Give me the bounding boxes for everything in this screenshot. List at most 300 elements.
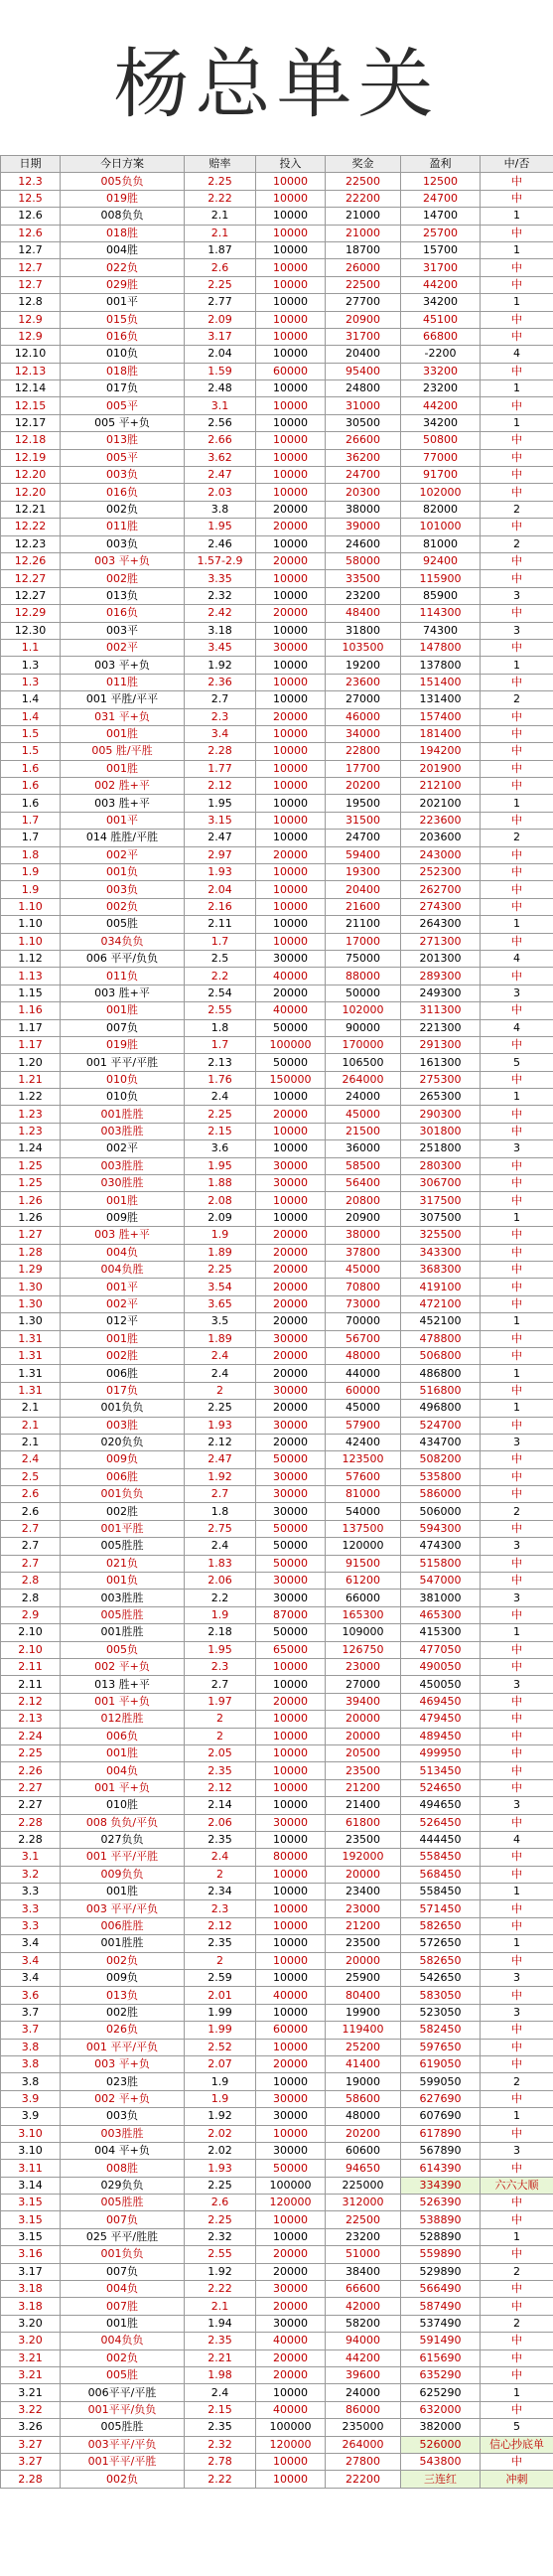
cell-prize: 25900 xyxy=(326,1970,401,1987)
cell-plan: 009负 xyxy=(61,1451,185,1468)
cell-profit: 212100 xyxy=(401,778,481,795)
cell-odds: 1.88 xyxy=(185,1175,256,1192)
cell-result: 中 xyxy=(481,1849,553,1866)
cell-profit: 271300 xyxy=(401,933,481,950)
table-row xyxy=(1,1917,553,1934)
cell-odds: 1.7 xyxy=(185,1036,256,1053)
cell-result: 中 xyxy=(481,2022,553,2039)
cell-prize: 20000 xyxy=(326,1728,401,1744)
cell-stake: 50000 xyxy=(256,1451,326,1468)
cell-plan: 018胜 xyxy=(61,225,185,241)
table-row xyxy=(1,1089,553,1106)
cell-stake: 20000 xyxy=(256,2367,326,2384)
cell-profit: 614390 xyxy=(401,2160,481,2177)
cell-profit: 515800 xyxy=(401,1555,481,1572)
cell-profit: 317500 xyxy=(401,1192,481,1209)
cell-stake: 20000 xyxy=(256,2298,326,2315)
cell-prize: 42000 xyxy=(326,2298,401,2315)
cell-profit: 243000 xyxy=(401,846,481,863)
cell-stake: 10000 xyxy=(256,1779,326,1796)
cell-plan: 006胜胜 xyxy=(61,1917,185,1934)
table-row xyxy=(1,587,553,604)
cell-date: 2.7 xyxy=(1,1520,61,1537)
cell-plan: 010负 xyxy=(61,1089,185,1106)
cell-stake: 20000 xyxy=(256,1693,326,1710)
cell-result: 中 xyxy=(481,190,553,207)
table-row xyxy=(1,1728,553,1744)
cell-date: 1.31 xyxy=(1,1382,61,1399)
cell-plan: 016负 xyxy=(61,605,185,622)
cell-result: 中 xyxy=(481,259,553,276)
cell-stake: 20000 xyxy=(256,2263,326,2280)
cell-odds: 2.47 xyxy=(185,467,256,484)
cell-result: 中 xyxy=(481,639,553,656)
cell-prize: 38400 xyxy=(326,2263,401,2280)
cell-date: 1.1 xyxy=(1,639,61,656)
cell-date: 2.4 xyxy=(1,1451,61,1468)
cell-stake: 10000 xyxy=(256,1917,326,1934)
cell-date: 1.26 xyxy=(1,1192,61,1209)
cell-plan: 003负 xyxy=(61,467,185,484)
cell-odds: 1.92 xyxy=(185,657,256,674)
cell-result: 中 xyxy=(481,1106,553,1123)
table-row xyxy=(1,2108,553,2125)
table-row xyxy=(1,2090,553,2107)
cell-stake: 20000 xyxy=(256,1262,326,1279)
cell-date: 3.3 xyxy=(1,1917,61,1934)
cell-prize: 73000 xyxy=(326,1295,401,1312)
cell-stake: 10000 xyxy=(256,397,326,414)
cell-stake: 40000 xyxy=(256,2333,326,2349)
cell-profit: 151400 xyxy=(401,674,481,690)
cell-odds: 2.25 xyxy=(185,1400,256,1417)
cell-profit: 251800 xyxy=(401,1140,481,1157)
cell-stake: 100000 xyxy=(256,1036,326,1053)
cell-prize: 192000 xyxy=(326,1849,401,1866)
cell-result: 中 xyxy=(481,2298,553,2315)
cell-date: 3.9 xyxy=(1,2108,61,2125)
cell-result: 中 xyxy=(481,1711,553,1728)
cell-profit: 499950 xyxy=(401,1744,481,1761)
cell-profit: 202100 xyxy=(401,795,481,812)
cell-date: 3.17 xyxy=(1,2263,61,2280)
cell-date: 1.25 xyxy=(1,1157,61,1174)
cell-profit: 181400 xyxy=(401,725,481,742)
cell-odds: 2.25 xyxy=(185,1106,256,1123)
table-row xyxy=(1,881,553,898)
cell-result: 5 xyxy=(481,2419,553,2436)
cell-profit: 343300 xyxy=(401,1244,481,1261)
cell-stake: 30000 xyxy=(256,1486,326,1503)
cell-odds: 2.35 xyxy=(185,2419,256,2436)
cell-stake: 10000 xyxy=(256,2384,326,2401)
cell-prize: 26600 xyxy=(326,432,401,449)
table-row xyxy=(1,1866,553,1883)
cell-profit: 599050 xyxy=(401,2073,481,2090)
cell-prize: 45000 xyxy=(326,1400,401,1417)
table-row xyxy=(1,1227,553,1244)
table-row xyxy=(1,535,553,552)
cell-date: 1.28 xyxy=(1,1244,61,1261)
cell-stake: 65000 xyxy=(256,1641,326,1658)
table-row xyxy=(1,1313,553,1330)
cell-result: 1 xyxy=(481,380,553,397)
cell-date: 2.11 xyxy=(1,1676,61,1693)
cell-odds: 2.48 xyxy=(185,380,256,397)
table-row xyxy=(1,933,553,950)
cell-profit: 三连红 xyxy=(401,2471,481,2488)
cell-odds: 2.5 xyxy=(185,950,256,967)
cell-plan: 010负 xyxy=(61,346,185,363)
cell-odds: 1.9 xyxy=(185,2073,256,2090)
cell-profit: 543800 xyxy=(401,2453,481,2470)
cell-plan: 034负负 xyxy=(61,933,185,950)
cell-profit: 14700 xyxy=(401,208,481,225)
cell-odds: 1.83 xyxy=(185,1555,256,1572)
cell-odds: 2.56 xyxy=(185,414,256,431)
cell-odds: 3.8 xyxy=(185,501,256,518)
table-row xyxy=(1,760,553,777)
cell-stake: 10000 xyxy=(256,1866,326,1883)
cell-profit: 311300 xyxy=(401,1002,481,1019)
cell-prize: 56400 xyxy=(326,1175,401,1192)
cell-profit: 496800 xyxy=(401,1400,481,1417)
cell-odds: 1.76 xyxy=(185,1071,256,1088)
cell-profit: 381000 xyxy=(401,1590,481,1606)
table-row xyxy=(1,519,553,535)
cell-prize: 21200 xyxy=(326,1917,401,1934)
cell-stake: 30000 xyxy=(256,1382,326,1399)
cell-plan: 027负负 xyxy=(61,1831,185,1848)
cell-plan: 016负 xyxy=(61,484,185,501)
cell-profit: 25700 xyxy=(401,225,481,241)
cell-profit: 201300 xyxy=(401,950,481,967)
cell-plan: 018胜 xyxy=(61,363,185,379)
cell-result: 中 xyxy=(481,328,553,345)
table-row xyxy=(1,1019,553,1036)
table-row xyxy=(1,2195,553,2211)
cell-result: 中 xyxy=(481,1866,553,1883)
cell-odds: 2.6 xyxy=(185,259,256,276)
cell-date: 12.6 xyxy=(1,225,61,241)
cell-date: 3.4 xyxy=(1,1952,61,1969)
cell-plan: 001胜胜 xyxy=(61,1624,185,1641)
cell-prize: 165300 xyxy=(326,1606,401,1623)
cell-prize: 24000 xyxy=(326,2384,401,2401)
cell-date: 2.10 xyxy=(1,1624,61,1641)
cell-odds: 2.03 xyxy=(185,484,256,501)
cell-stake: 20000 xyxy=(256,1347,326,1364)
cell-odds: 1.7 xyxy=(185,933,256,950)
cell-stake: 10000 xyxy=(256,380,326,397)
cell-result: 中 xyxy=(481,484,553,501)
cell-odds: 2.1 xyxy=(185,208,256,225)
cell-profit: 434700 xyxy=(401,1434,481,1450)
cell-date: 3.7 xyxy=(1,2022,61,2039)
cell-result: 中 xyxy=(481,397,553,414)
table-row xyxy=(1,501,553,518)
cell-stake: 10000 xyxy=(256,449,326,466)
cell-result: 中 xyxy=(481,173,553,190)
table-row xyxy=(1,2333,553,2349)
cell-result: 中 xyxy=(481,1486,553,1503)
cell-plan: 002 胜+平 xyxy=(61,778,185,795)
cell-date: 12.10 xyxy=(1,346,61,363)
cell-plan: 003 胜+平 xyxy=(61,1227,185,1244)
cell-date: 2.1 xyxy=(1,1400,61,1417)
cell-result: 1 xyxy=(481,2228,553,2245)
cell-date: 12.18 xyxy=(1,432,61,449)
cell-date: 1.3 xyxy=(1,657,61,674)
table-row xyxy=(1,1295,553,1312)
cell-date: 1.7 xyxy=(1,812,61,829)
cell-prize: 123500 xyxy=(326,1451,401,1468)
cell-plan: 002胜 xyxy=(61,1347,185,1364)
cell-odds: 2.01 xyxy=(185,1987,256,2004)
cell-prize: 24700 xyxy=(326,467,401,484)
cell-odds: 2.12 xyxy=(185,1917,256,1934)
table-row xyxy=(1,1002,553,1019)
cell-date: 2.7 xyxy=(1,1555,61,1572)
cell-stake: 10000 xyxy=(256,760,326,777)
cell-plan: 023胜 xyxy=(61,2073,185,2090)
cell-date: 2.10 xyxy=(1,1641,61,1658)
cell-date: 2.11 xyxy=(1,1658,61,1675)
cell-plan: 002平 xyxy=(61,846,185,863)
cell-date: 3.14 xyxy=(1,2177,61,2194)
cell-prize: 60600 xyxy=(326,2142,401,2159)
cell-profit: 472100 xyxy=(401,1295,481,1312)
cell-date: 3.16 xyxy=(1,2246,61,2263)
table-row xyxy=(1,795,553,812)
cell-prize: 20000 xyxy=(326,1711,401,1728)
cell-odds: 3.1 xyxy=(185,397,256,414)
cell-plan: 001 平胜/平平 xyxy=(61,691,185,708)
cell-result: 信心抄底单 xyxy=(481,2436,553,2453)
cell-date: 3.3 xyxy=(1,1900,61,1917)
cell-plan: 001平 xyxy=(61,294,185,311)
cell-plan: 008 负负/平负 xyxy=(61,1814,185,1831)
cell-plan: 005胜 xyxy=(61,2367,185,2384)
cell-date: 2.24 xyxy=(1,1728,61,1744)
cell-odds: 1.89 xyxy=(185,1244,256,1261)
cell-plan: 008胜 xyxy=(61,2160,185,2177)
cell-prize: 23600 xyxy=(326,674,401,690)
cell-odds: 3.45 xyxy=(185,639,256,656)
cell-odds: 2 xyxy=(185,1711,256,1728)
cell-prize: 58600 xyxy=(326,2090,401,2107)
cell-plan: 004负负 xyxy=(61,2333,185,2349)
cell-date: 12.30 xyxy=(1,622,61,639)
cell-profit: 15700 xyxy=(401,241,481,258)
cell-result: 中 xyxy=(481,1693,553,1710)
cell-odds: 1.99 xyxy=(185,2022,256,2039)
cell-stake: 40000 xyxy=(256,1987,326,2004)
page-title: 杨总单关 xyxy=(113,39,440,128)
table-row xyxy=(1,1641,553,1658)
table-row xyxy=(1,2004,553,2021)
cell-stake: 10000 xyxy=(256,1728,326,1744)
cell-profit: 265300 xyxy=(401,1089,481,1106)
cell-plan: 002平 xyxy=(61,1140,185,1157)
cell-date: 2.6 xyxy=(1,1486,61,1503)
cell-stake: 50000 xyxy=(256,1538,326,1555)
cell-stake: 10000 xyxy=(256,1797,326,1814)
cell-stake: 20000 xyxy=(256,2055,326,2072)
cell-prize: 20000 xyxy=(326,1866,401,1883)
col-header-prize: 奖金 xyxy=(326,156,401,173)
cell-result: 中 xyxy=(481,519,553,535)
cell-odds: 2.22 xyxy=(185,2281,256,2298)
table-row xyxy=(1,346,553,363)
cell-result: 中 xyxy=(481,1744,553,1761)
cell-profit: 291300 xyxy=(401,1036,481,1053)
cell-plan: 007胜 xyxy=(61,2298,185,2315)
cell-plan: 029负负 xyxy=(61,2177,185,2194)
cell-stake: 10000 xyxy=(256,1192,326,1209)
cell-date: 3.18 xyxy=(1,2298,61,2315)
cell-result: 中 xyxy=(481,1520,553,1537)
cell-profit: 102000 xyxy=(401,484,481,501)
cell-profit: 194200 xyxy=(401,743,481,760)
cell-prize: 70800 xyxy=(326,1279,401,1295)
cell-date: 3.15 xyxy=(1,2195,61,2211)
cell-prize: 22500 xyxy=(326,276,401,293)
cell-stake: 40000 xyxy=(256,2401,326,2418)
table-row xyxy=(1,449,553,466)
cell-odds: 3.4 xyxy=(185,725,256,742)
cell-result: 中 xyxy=(481,449,553,466)
cell-date: 3.27 xyxy=(1,2436,61,2453)
cell-odds: 2.11 xyxy=(185,916,256,933)
table-row xyxy=(1,2436,553,2453)
cell-prize: 21600 xyxy=(326,898,401,915)
cell-prize: 17000 xyxy=(326,933,401,950)
cell-profit: 444450 xyxy=(401,1831,481,1848)
cell-date: 3.18 xyxy=(1,2281,61,2298)
cell-odds: 1.93 xyxy=(185,1417,256,1434)
table-row xyxy=(1,2298,553,2315)
cell-result: 中 xyxy=(481,552,553,569)
table-row xyxy=(1,1590,553,1606)
cell-plan: 009负负 xyxy=(61,1866,185,1883)
cell-profit: 591490 xyxy=(401,2333,481,2349)
cell-result: 中 xyxy=(481,432,553,449)
cell-date: 2.27 xyxy=(1,1779,61,1796)
cell-plan: 001胜 xyxy=(61,1002,185,1019)
cell-date: 1.3 xyxy=(1,674,61,690)
table-row xyxy=(1,1814,553,1831)
table-row xyxy=(1,1503,553,1520)
cell-result: 中 xyxy=(481,898,553,915)
cell-plan: 013负 xyxy=(61,587,185,604)
cell-date: 2.28 xyxy=(1,1814,61,1831)
cell-date: 3.22 xyxy=(1,2401,61,2418)
cell-plan: 012胜胜 xyxy=(61,1711,185,1728)
cell-odds: 2.55 xyxy=(185,2246,256,2263)
cell-stake: 10000 xyxy=(256,795,326,812)
cell-date: 1.7 xyxy=(1,830,61,846)
cell-date: 2.1 xyxy=(1,1417,61,1434)
cell-odds: 2.12 xyxy=(185,778,256,795)
cell-profit: 12500 xyxy=(401,173,481,190)
cell-odds: 2.3 xyxy=(185,708,256,725)
cell-prize: 20900 xyxy=(326,1209,401,1226)
cell-stake: 40000 xyxy=(256,968,326,985)
table-row xyxy=(1,208,553,225)
cell-plan: 005胜胜 xyxy=(61,1538,185,1555)
cell-odds: 1.95 xyxy=(185,1157,256,1174)
cell-prize: 51000 xyxy=(326,2246,401,2263)
cell-stake: 10000 xyxy=(256,311,326,328)
cell-plan: 003胜 xyxy=(61,1417,185,1434)
cell-result: 中 xyxy=(481,1900,553,1917)
cell-date: 3.20 xyxy=(1,2333,61,2349)
cell-profit: 252300 xyxy=(401,864,481,881)
cell-result: 3 xyxy=(481,1970,553,1987)
table-row xyxy=(1,622,553,639)
cell-result: 中 xyxy=(481,467,553,484)
cell-prize: 70000 xyxy=(326,1313,401,1330)
table-row xyxy=(1,1140,553,1157)
cell-date: 3.10 xyxy=(1,2125,61,2142)
cell-profit: 275300 xyxy=(401,1071,481,1088)
cell-prize: 95400 xyxy=(326,363,401,379)
cell-prize: 39400 xyxy=(326,1693,401,1710)
cell-prize: 109000 xyxy=(326,1624,401,1641)
cell-stake: 10000 xyxy=(256,830,326,846)
table-row xyxy=(1,864,553,881)
cell-prize: 61800 xyxy=(326,1814,401,1831)
cell-odds: 2.09 xyxy=(185,311,256,328)
cell-prize: 19200 xyxy=(326,657,401,674)
cell-prize: 44000 xyxy=(326,1365,401,1382)
cell-odds: 2.36 xyxy=(185,674,256,690)
cell-odds: 2.25 xyxy=(185,1262,256,1279)
cell-stake: 20000 xyxy=(256,1106,326,1123)
table-row xyxy=(1,2263,553,2280)
cell-stake: 30000 xyxy=(256,2315,326,2332)
cell-result: 中 xyxy=(481,1952,553,1969)
cell-result: 2 xyxy=(481,830,553,846)
table-row xyxy=(1,743,553,760)
cell-stake: 10000 xyxy=(256,346,326,363)
table-row xyxy=(1,2367,553,2384)
cell-profit: 66800 xyxy=(401,328,481,345)
table-row xyxy=(1,1606,553,1623)
cell-stake: 10000 xyxy=(256,587,326,604)
cell-date: 1.9 xyxy=(1,881,61,898)
cell-stake: 50000 xyxy=(256,1555,326,1572)
cell-plan: 003平平/平负 xyxy=(61,2436,185,2453)
cell-stake: 20000 xyxy=(256,1227,326,1244)
cell-profit: 307500 xyxy=(401,1209,481,1226)
cell-prize: 22800 xyxy=(326,743,401,760)
cell-plan: 001胜 xyxy=(61,1744,185,1761)
cell-result: 中 xyxy=(481,2349,553,2366)
cell-date: 12.17 xyxy=(1,414,61,431)
cell-plan: 005 平+负 xyxy=(61,414,185,431)
cell-result: 3 xyxy=(481,1434,553,1450)
cell-result: 中 xyxy=(481,708,553,725)
cell-prize: 264000 xyxy=(326,2436,401,2453)
cell-prize: 39000 xyxy=(326,519,401,535)
cell-result: 中 xyxy=(481,760,553,777)
cell-result: 3 xyxy=(481,1590,553,1606)
cell-odds: 2.3 xyxy=(185,1900,256,1917)
cell-prize: 33500 xyxy=(326,570,401,587)
cell-stake: 10000 xyxy=(256,2125,326,2142)
